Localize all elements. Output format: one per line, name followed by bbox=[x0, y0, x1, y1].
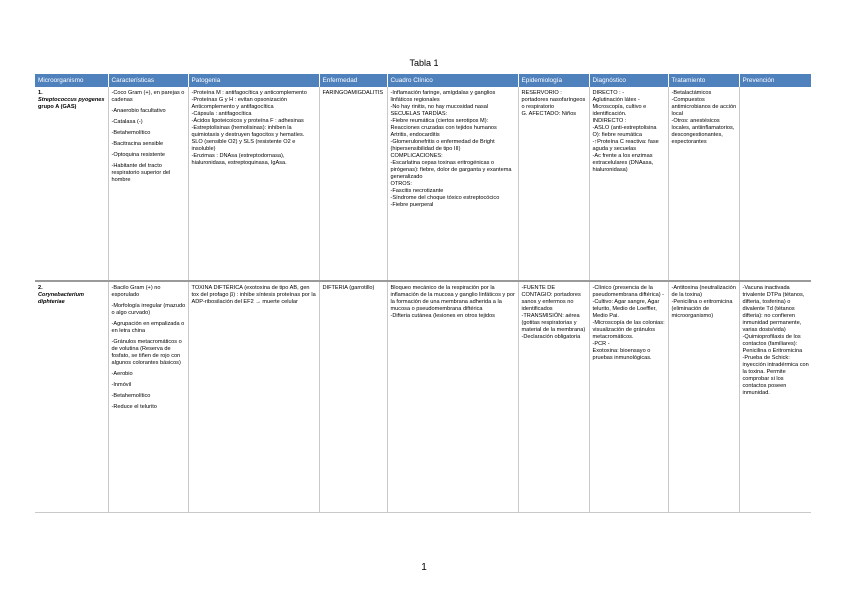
cell-prevencion bbox=[739, 87, 811, 281]
cell-line: OTROS: bbox=[390, 181, 412, 187]
cell-prevencion bbox=[739, 281, 811, 512]
cell-enfermedad: FARINGOAMIGDALITIS bbox=[319, 87, 387, 281]
cell-line: -Coco Gram (+), en parejas o cadenas bbox=[111, 90, 185, 103]
header-prevencion: Prevención bbox=[739, 74, 811, 87]
cell-line: -Reduce el telurito bbox=[111, 404, 157, 410]
cell-line: -Cápsula : antifagocítica bbox=[191, 111, 252, 117]
cell-line: Exotoxina: bioensayo o pruebas inmunológicas. bbox=[592, 348, 652, 361]
cell-line: RESERVORIO : portadores nasofaríngeos o respiratorio bbox=[521, 90, 586, 110]
cell-line: -Síndrome del choque tóxico estreptocócico bbox=[390, 195, 500, 201]
cell-line: -Gránulos metacromáticos o de volutina (Reserva de fosfato, se tiñen de rojo con algunos colorantes básicos) bbox=[111, 339, 182, 366]
cell-cuadro-clinico bbox=[387, 281, 518, 512]
microorganism-number: 2. bbox=[38, 285, 43, 291]
cell-line: DIRECTO : - bbox=[592, 90, 625, 96]
cell-line: -Vacuna inactivada trivalente DTPa (tétanos, difteria, tosferina) o divalente Td (tétanos difteria): no confieren inmunidad permanente, varias dosis/vida) bbox=[742, 285, 805, 333]
header-microorganismo: Microorganismo bbox=[35, 74, 108, 87]
cell-diagnostico bbox=[589, 281, 668, 512]
table-caption: Tabla 1 bbox=[409, 58, 439, 68]
cell-line: -Antitoxina (neutralización de la toxina) bbox=[671, 285, 736, 298]
cell-line: -Betahemolítico bbox=[111, 393, 151, 399]
cell-epidemiologia bbox=[518, 87, 589, 281]
cell-line: -ASLO (anti-estreptolisina O): fiebre reumática bbox=[592, 125, 657, 138]
cell-line: -Compuestos antimicrobianos de acción local bbox=[671, 97, 737, 117]
cell-enfermedad: DIFTERIA (garrotillo) bbox=[319, 281, 387, 512]
data-table bbox=[35, 74, 812, 513]
cell-line: -PCR - bbox=[592, 341, 610, 347]
cell-line: -Fiebre reumática (ciertos serotipos M): Reacciones cruzadas con tejidos humanos bbox=[390, 118, 497, 131]
cell-line: -Betalactámicos bbox=[671, 90, 712, 96]
cell-line: -TRANSMISIÓN: aérea (gotitas respiratorias y material de la membrana) bbox=[521, 313, 586, 333]
cell-line: -Cultivo: Agar sangre, Agar telurito, Medio de Loeffler, Medio Pai. bbox=[592, 299, 660, 319]
cell-line: SECUELAS TARDÍAS: bbox=[390, 111, 448, 117]
cell-line: -Catalasa (-) bbox=[111, 119, 143, 125]
cell-line: -Escarlatina cepas toxinas eritrogénicas o pirógenas): fiebre, dolor de garganta y exantema generalizado bbox=[390, 160, 512, 180]
cell-epidemiologia bbox=[518, 281, 589, 512]
cell-patogenia bbox=[188, 87, 319, 281]
cell-line: -Bacilo Gram (+) no esporulado bbox=[111, 285, 161, 298]
cell-line: -Anaerobio facultativo bbox=[111, 108, 166, 114]
cell-tratamiento bbox=[668, 281, 739, 512]
cell-line: -Clínico (presencia de la pseudomembrana diftérica) - bbox=[592, 285, 665, 298]
cell-line: -Enzimas : DNAsa (estreptodornasa), hialuronidasa, estreptoquinasa, IgAsa. bbox=[191, 153, 287, 166]
cell-line: G. AFECTADO: Niños bbox=[521, 111, 577, 117]
cell-line: -Agrupación en empalizada o en letra china bbox=[111, 321, 185, 334]
cell-line: -Declaración obligatoria bbox=[521, 334, 581, 340]
header-epidemiologia: Epidemiología bbox=[518, 74, 589, 87]
cell-line: Microscopía, cultivo e identificación. bbox=[592, 104, 647, 117]
cell-line: -Fascitis necrotizante bbox=[390, 188, 444, 194]
cell-line: -Microscopía de las colonias: visualización de gránulos metacromáticos. bbox=[592, 320, 665, 340]
cell-line: -Bacitracina sensible bbox=[111, 141, 164, 147]
cell-line: -Otros: anestésicos locales, antiinflamatorios, descongestionantes, expectorantes bbox=[671, 118, 735, 145]
table-row bbox=[35, 281, 811, 512]
microorganism-name: Corynebacterium diphteriae bbox=[38, 292, 85, 305]
cell-line: -Glomerulonefritis o enfermedad de Bright (hipersensibilidad de tipo III) bbox=[390, 139, 495, 152]
cell-line: COMPLICACIONES: bbox=[390, 153, 443, 159]
cell-caracteristicas bbox=[108, 281, 188, 512]
header-tratamiento: Tratamiento bbox=[668, 74, 739, 87]
header-cuadro-clinico: Cuadro Clínico bbox=[387, 74, 518, 87]
cell-line: -Morfología irregular (mazudo o algo curvado) bbox=[111, 303, 186, 316]
cell-tratamiento bbox=[668, 87, 739, 281]
cell-line: -Proteína M : antifagocítica y anticomplemento bbox=[191, 90, 307, 96]
cell-line: -Prueba de Schick: inyección intradérmica con la toxina. Permite comprobar si los contactos poseen inmunidad. bbox=[742, 355, 809, 396]
microorganism-number: 1. bbox=[38, 90, 43, 96]
cell-line: -↑Proteína C reactiva: fase aguda y secuelas bbox=[592, 139, 659, 152]
cell-line: -Quimioprofilaxis de los contactos (familiares): Penicilina o Eritromicina bbox=[742, 334, 803, 354]
cell-line: -Ácidos lipoteicoicos y proteína F : adhesinas bbox=[191, 118, 304, 124]
cell-line: -Difteria cutánea (lesiones en otros tejidos bbox=[390, 313, 495, 319]
cell-line: -Penicilina o eritromicina (eliminación de microorganismo) bbox=[671, 299, 733, 319]
header-diagnostico: Diagnóstico bbox=[589, 74, 668, 87]
microorganism-group: grupo A (GAS) bbox=[38, 104, 77, 110]
cell-microorganism bbox=[35, 281, 108, 512]
cell-line: -Proteínas G y H : evitan opsonización Anticomplemento y antifagocítica bbox=[191, 97, 287, 110]
cell-line: Aglutinación látex - bbox=[592, 97, 640, 103]
cell-line: TOXINA DIFTÉRICA (exotoxina de tipo AB, gen tox del profago β) : inhibe síntesis proteínas por la ADP-ribosilación del EF2 → muerte celular bbox=[191, 285, 316, 305]
cell-line: -Aerobio bbox=[111, 371, 133, 377]
cell-line: -Fiebre puerperal bbox=[390, 202, 434, 208]
header-patogenia: Patogenia bbox=[188, 74, 319, 87]
cell-line: -Estreptolisinas (hemolisinas): inhiben la quimiotaxis y destruyen fagocitos y hematíes. SLO (sensible O2) y SLS (resistente O2 e insoluble) bbox=[191, 125, 305, 152]
header-enfermedad: Enfermedad bbox=[319, 74, 387, 87]
header-caracteristicas: Características bbox=[108, 74, 188, 87]
cell-caracteristicas bbox=[108, 87, 188, 281]
microorganism-name: Streptococcus pyogenes bbox=[38, 97, 105, 103]
cell-line: -No hay rinitis, no hay mucosidad nasal bbox=[390, 104, 489, 110]
cell-line: INDIRECTO : bbox=[592, 118, 627, 124]
cell-line: -Habitante del tracto respiratorio superior del hombre bbox=[111, 163, 171, 183]
cell-line: Artritis, endocarditis bbox=[390, 132, 440, 138]
cell-patogenia bbox=[188, 281, 319, 512]
cell-line: -FUENTE DE CONTAGIO: portadores sanos y enfermos no identificados bbox=[521, 285, 581, 312]
cell-line: -Optoquina resistente bbox=[111, 152, 165, 158]
header-row bbox=[35, 74, 811, 87]
cell-diagnostico bbox=[589, 87, 668, 281]
cell-line: Bloqueo mecánico de la respiración por la inflamación de la mucosa y ganglio linfáticos y por la formación de una membrana adherida a la mucosa o pseudomembrana diftérica bbox=[390, 285, 515, 312]
cell-cuadro-clinico bbox=[387, 87, 518, 281]
cell-microorganism bbox=[35, 87, 108, 281]
cell-line: -Inflamación faringe, amígdalas y ganglios linfáticos regionales bbox=[390, 90, 496, 103]
cell-line: -Betahemolítico bbox=[111, 130, 151, 136]
cell-line: -Inmóvil bbox=[111, 382, 132, 388]
page-number: 1 bbox=[421, 562, 427, 573]
table-row bbox=[35, 87, 811, 281]
cell-line: -Ac frente a los enzimas extracelulares (DNAasa, hialuronidasa) bbox=[592, 153, 654, 173]
